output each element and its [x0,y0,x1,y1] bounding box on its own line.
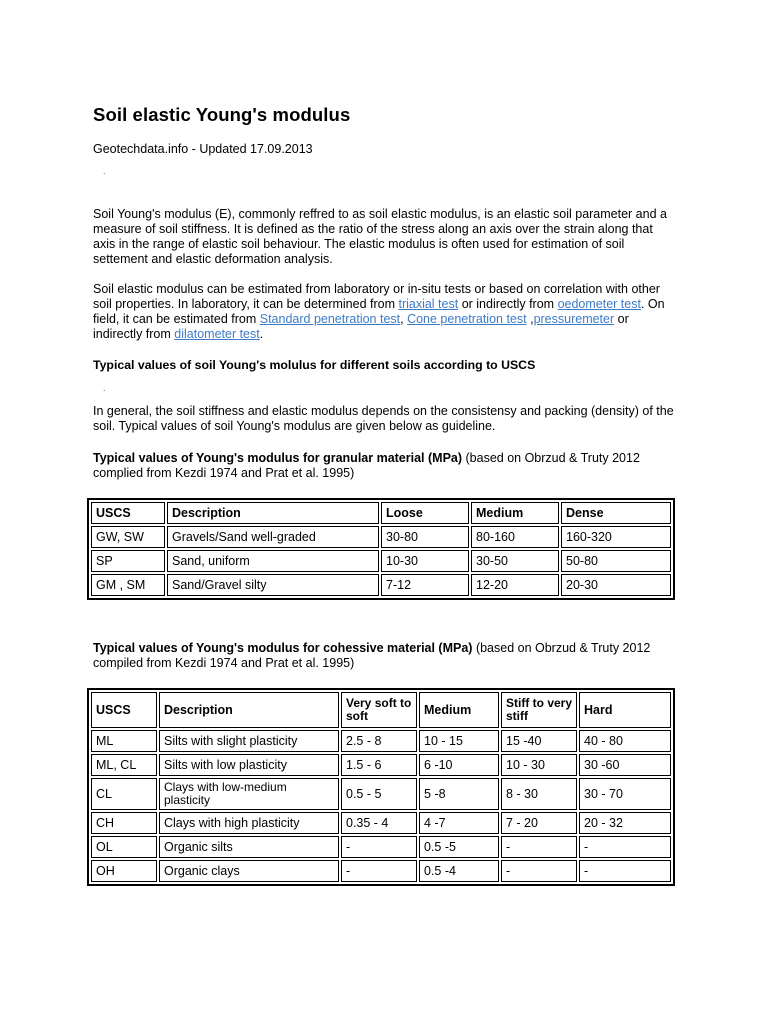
table-cell: SP [91,550,165,572]
table-cell: 20 - 32 [579,812,671,834]
header-cell: Description [167,502,379,524]
caption-source: (based on Obrzud & Truty 2012 compiled from Kezdi 1974 and Prat et al. 1995) [93,641,651,670]
pressuremeter-link[interactable]: pressuremeter [533,312,615,326]
guideline-paragraph: In general, the soil stiffness and elastic modulus depends on the consistensy and packing (density) of the soil. Typical values of soil Young's modulus are given below as guideline. [93,404,674,433]
caption-bold: Typical values of Young's modulus for cohessive material (MPa) [93,641,473,655]
paragraph-text: Soil elastic modulus can be estimated from laboratory or in-situ tests or based on correlation with other soil properties. In laboratory, it can be determined from [93,282,660,311]
image-placeholder-dot: . [103,383,106,393]
table-cell: 6 -10 [419,754,499,776]
table-cell: Silts with slight plasticity [159,730,339,752]
table-cell: 10 - 15 [419,730,499,752]
table-cell: Organic clays [159,860,339,882]
table-cell: 40 - 80 [579,730,671,752]
table-cell: 80-160 [471,526,559,548]
table-row [91,550,671,572]
table-cell: Sand/Gravel silty [167,574,379,596]
table-cell: - [341,860,417,882]
table-cell: GM , SM [91,574,165,596]
table-cell: 30-80 [381,526,469,548]
table-row [91,730,671,752]
page-subtitle: Geotechdata.info - Updated 17.09.2013 [93,142,313,156]
table-cell: Clays with high plasticity [159,812,339,834]
paragraph-text: or indirectly from [93,312,629,341]
table-cell: 10 - 30 [501,754,577,776]
table-row [91,812,671,834]
header-cell: Dense [561,502,671,524]
table-cell: 30 -60 [579,754,671,776]
table-row [91,860,671,882]
image-placeholder-dot: . [103,166,106,176]
measurement-paragraph [93,282,678,342]
table-cell: 30-50 [471,550,559,572]
table-cell: Organic silts [159,836,339,858]
paragraph-text: . On field, it can be estimated from [93,297,665,326]
cone-penetration-test-link[interactable]: Cone penetration test [407,312,527,326]
paragraph-text: or indirectly from [458,297,558,311]
table-cell: 7-12 [381,574,469,596]
table-cell: - [579,836,671,858]
paragraph-text: . [259,327,264,341]
table-cell: - [579,860,671,882]
table-cell: ML, CL [91,754,157,776]
header-cell: Medium [419,692,499,728]
header-cell: Description [159,692,339,728]
triaxial-test-link[interactable]: triaxial test [398,297,459,311]
table-cell: 50-80 [561,550,671,572]
caption-source: (based on Obrzud & Truty 2012 complied from Kezdi 1974 and Prat et al. 1995) [93,451,640,480]
table-cell: Sand, uniform [167,550,379,572]
table-row [91,574,671,596]
table-cell: - [341,836,417,858]
paragraph-text: , [526,312,534,326]
table-cell: OL [91,836,157,858]
table-cell: CH [91,812,157,834]
cohesive-modulus-table [87,688,675,886]
table-cell: CL [91,778,157,810]
table-cell: 0.35 - 4 [341,812,417,834]
table-cell: 8 - 30 [501,778,577,810]
table-cell: Clays with low-medium plasticity [159,778,339,810]
header-cell: Hard [579,692,671,728]
header-cell: USCS [91,502,165,524]
section-heading: Typical values of soil Young's molulus for different soils according to USCS [93,358,536,372]
table-cell: 0.5 - 5 [341,778,417,810]
table-cell: ML [91,730,157,752]
table-cell: - [501,836,577,858]
table-row [91,754,671,776]
table-header-row [91,502,671,524]
table-cell: 7 - 20 [501,812,577,834]
header-cell: USCS [91,692,157,728]
caption-bold: Typical values of Young's modulus for granular material (MPa) [93,451,463,465]
table-cell: 160-320 [561,526,671,548]
table-cell: GW, SW [91,526,165,548]
table-cell: 2.5 - 8 [341,730,417,752]
granular-table-caption [93,451,678,481]
table-cell: 0.5 -5 [419,836,499,858]
table-cell: 20-30 [561,574,671,596]
table-cell: 10-30 [381,550,469,572]
table-cell: 4 -7 [419,812,499,834]
granular-modulus-table [87,498,675,600]
standard-penetration-test-link[interactable]: Standard penetration test [259,312,401,326]
table-cell: 30 - 70 [579,778,671,810]
table-row [91,778,671,810]
table-cell: 5 -8 [419,778,499,810]
header-cell: Medium [471,502,559,524]
header-cell: Very soft to soft [341,692,417,728]
table-cell: 0.5 -4 [419,860,499,882]
table-row [91,526,671,548]
page-title: Soil elastic Young's modulus [93,104,351,125]
table-cell: Gravels/Sand well-graded [167,526,379,548]
table-cell: 15 -40 [501,730,577,752]
paragraph-text: , [400,312,408,326]
table-header-row [91,692,671,728]
cohesive-table-caption [93,641,678,671]
table-cell: OH [91,860,157,882]
header-cell: Stiff to very stiff [501,692,577,728]
dilatometer-test-link[interactable]: dilatometer test [174,327,260,341]
header-cell: Loose [381,502,469,524]
oedometer-test-link[interactable]: oedometer test [557,297,641,311]
intro-paragraph: Soil Young's modulus (E), commonly reffred to as soil elastic modulus, is an elastic soil parameter and a measure of soil stiffness. It is defined as the ratio of the stress along an axis over the strain along that axis in the range of elastic soil behaviour. The elastic modulus is often used for estimation of soil settement and elastic deformation analysis. [93,207,667,266]
table-cell: Silts with low plasticity [159,754,339,776]
table-cell: - [501,860,577,882]
table-row [91,836,671,858]
table-cell: 12-20 [471,574,559,596]
table-cell: 1.5 - 6 [341,754,417,776]
